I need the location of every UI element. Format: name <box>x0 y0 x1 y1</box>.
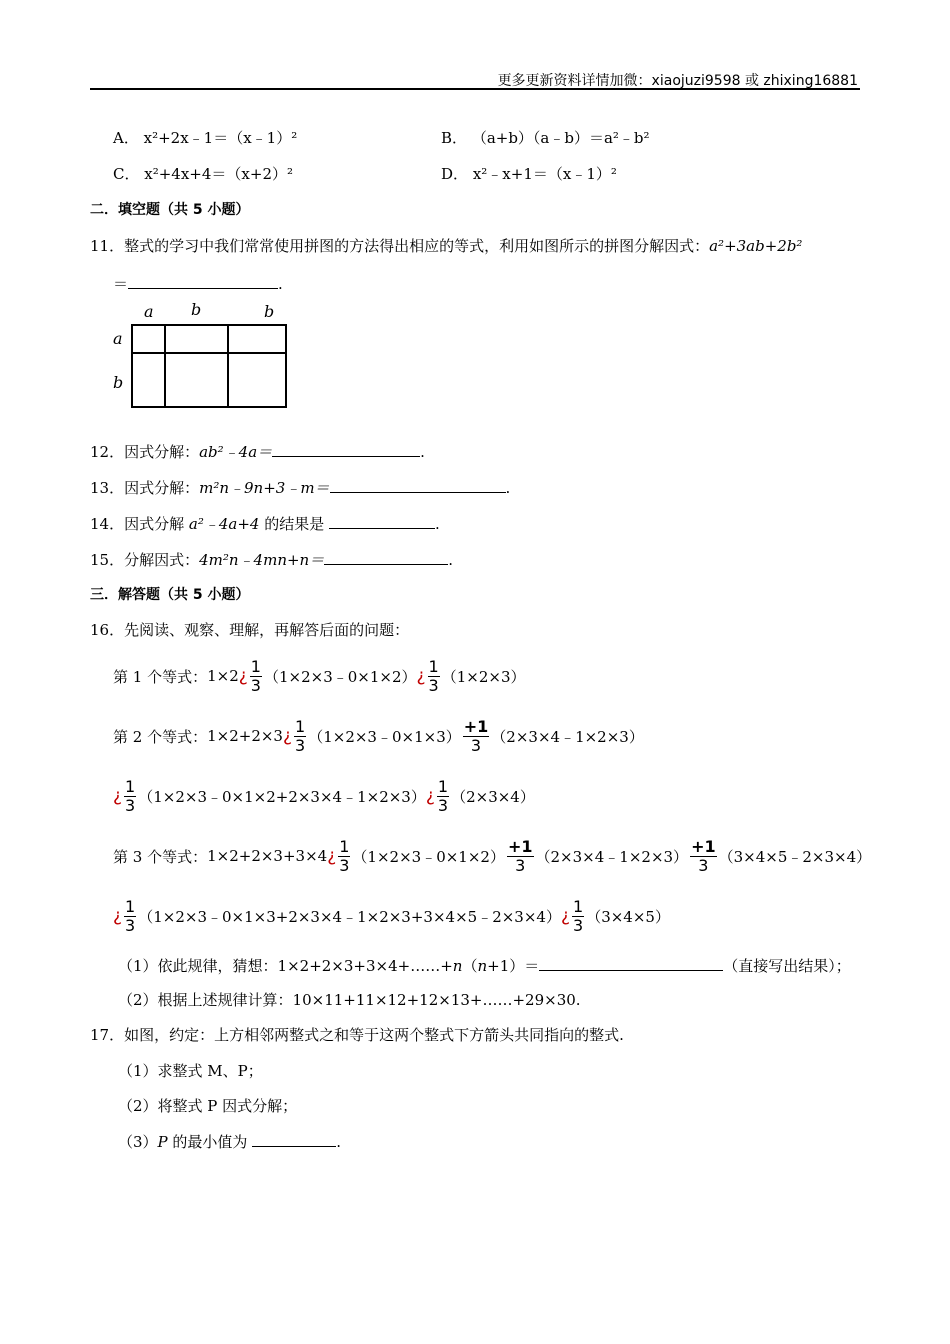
q14-answer-blank[interactable] <box>329 513 435 529</box>
q16-sub1-n: n <box>452 957 463 975</box>
figure-top-label-b1: b <box>191 300 202 319</box>
frac-plus-num: +1 <box>463 716 489 736</box>
q16-sub-question-2: （2）根据上述规律计算：10×11+11×12+12×13+……+29×30. <box>118 991 581 1009</box>
eq3-fraction-3 <box>690 838 717 875</box>
eq3-l2-fraction-1 <box>124 898 136 935</box>
frac-den: 3 <box>470 735 482 755</box>
q13-end: . <box>505 479 511 497</box>
frac-plus-num: +1 <box>691 836 716 856</box>
q16-intro: 先阅读、观察、理解，再解答后面的问题： <box>124 621 410 639</box>
frac-den: 3 <box>573 915 584 935</box>
frac-den: 3 <box>125 795 136 815</box>
q16-sub1-answer-blank[interactable] <box>539 955 723 971</box>
eq2-a: 1×2+2×3 <box>207 727 283 745</box>
q14-text: 因式分解 <box>124 515 189 533</box>
option-c <box>113 164 293 184</box>
eq3-l2-b: （3×4×5） <box>586 907 670 926</box>
option-c-label: C． <box>113 165 140 183</box>
eq1-fraction-1 <box>250 658 262 695</box>
eq2-label: 第 2 个等式： <box>113 727 208 746</box>
figure-top-label-b2: b <box>264 302 275 321</box>
frac-num: 1 <box>125 896 136 916</box>
q15-expr: 4m²n﹣4mn+n＝ <box>199 551 325 569</box>
eq2-l2-odd-glyph-1: ¿ <box>113 786 123 806</box>
eq3-l2-fraction-2 <box>572 898 584 935</box>
eq3-l2-a: （1×2×3﹣0×1×3+2×3×4﹣1×2×3+3×4×5﹣2×3×4） <box>138 907 561 926</box>
q14-expr: a²﹣4a+4 <box>188 515 260 533</box>
eq1-c: （1×2×3） <box>441 667 526 686</box>
figure-side-label-a: a <box>113 329 123 348</box>
q17-text: 如图，约定：上方相邻两整式之和等于这两个整式下方箭头共同指向的整式. <box>124 1026 624 1044</box>
eq2-odd-glyph-1: ¿ <box>282 726 293 746</box>
option-a <box>113 128 297 148</box>
frac-plus-num: +1 <box>507 836 533 856</box>
q16-sub1-a: （1）依此规律，猜想：1×2+2×3+3×4+……+ <box>118 957 453 975</box>
header-divider <box>90 88 860 90</box>
q13-expr: m²n﹣9n+3﹣m＝ <box>199 479 330 497</box>
eq3-odd-glyph-1: ¿ <box>327 846 337 866</box>
q14-text2: 的结果是 <box>259 515 329 533</box>
frac-num: 1 <box>295 716 306 736</box>
q15-text: 分解因式： <box>124 551 200 569</box>
grid-vline-2 <box>227 326 229 406</box>
question-16 <box>90 620 409 640</box>
frac-num: 1 <box>437 776 449 796</box>
option-a-expr: x²+2x﹣1＝（x﹣1）² <box>143 129 298 147</box>
option-b <box>441 128 650 148</box>
frac-den: 3 <box>437 795 449 815</box>
q11-expr: a²+3ab+2b² <box>709 237 803 255</box>
q15-number: 15． <box>90 551 125 569</box>
q17-sub-question-1: （1）求整式 M、P； <box>118 1062 263 1080</box>
q12-answer-blank[interactable] <box>272 441 420 457</box>
option-c-expr: x²+4x+4＝（x+2）² <box>144 165 294 183</box>
q12-expr: ab²﹣4a＝ <box>199 443 273 461</box>
q17-sub3-end: . <box>336 1133 341 1151</box>
q11-end: . <box>278 275 283 293</box>
frac-den: 3 <box>698 855 709 875</box>
q17-sub3-a: （3） <box>118 1133 158 1151</box>
eq2-l2-a: （1×2×3﹣0×1×2+2×3×4﹣1×2×3） <box>138 787 426 806</box>
option-a-label: A． <box>113 129 139 147</box>
q12-text: 因式分解： <box>124 443 200 461</box>
q15-answer-blank[interactable] <box>324 549 448 565</box>
eq1-label: 第 1 个等式： <box>113 667 208 686</box>
q17-sub3-p: P <box>157 1133 168 1151</box>
q17-number: 17． <box>90 1026 125 1044</box>
section-solve-title: 三．解答题（共 5 小题） <box>90 587 250 603</box>
question-17 <box>90 1025 624 1045</box>
q11-text: 整式的学习中我们常常使用拼图的方法得出相应的等式，利用如图所示的拼图分解因式： <box>124 237 710 255</box>
question-11 <box>90 236 802 256</box>
question-14 <box>90 513 440 534</box>
q16-equation-2 <box>113 714 644 758</box>
option-d-label: D． <box>441 165 469 183</box>
q16-sub1-n2: n <box>477 957 488 975</box>
eq2-b: （1×2×3﹣0×1×3） <box>308 727 461 746</box>
eq2-fraction-1 <box>294 718 306 755</box>
eq3-c: （2×3×4﹣1×2×3） <box>535 847 689 866</box>
q11-number: 11． <box>90 237 125 255</box>
q13-number: 13． <box>90 479 125 497</box>
option-b-expr: （a+b）（a﹣b）＝a²﹣b² <box>471 129 650 147</box>
option-d-expr: x²﹣x+1＝（x﹣1）² <box>472 165 617 183</box>
q16-equation-2-line-2 <box>113 774 535 818</box>
q13-answer-blank[interactable] <box>330 477 506 493</box>
frac-num: 1 <box>339 836 350 856</box>
option-d <box>441 164 617 184</box>
section-fill-in-title: 二．填空题（共 5 小题） <box>90 202 250 218</box>
eq2-c: （2×3×4﹣1×2×3） <box>491 727 644 746</box>
q16-sub1-c: +1）＝ <box>487 957 540 975</box>
eq2-l2-fraction-2 <box>437 778 449 815</box>
eq1-a: 1×2 <box>207 667 239 685</box>
header-contact: 更多更新资料详情加微：xiaojuzi9598 或 zhixing16881 <box>497 73 858 89</box>
q17-sub-question-3 <box>118 1131 341 1152</box>
q14-end: . <box>434 515 440 533</box>
frac-den: 3 <box>125 915 136 935</box>
q11-answer-blank[interactable] <box>128 273 278 289</box>
frac-num: 1 <box>125 776 136 796</box>
eq3-l2-odd-glyph-2: ¿ <box>560 906 570 926</box>
frac-num: 1 <box>250 656 261 676</box>
q16-sub-question-1 <box>118 955 851 976</box>
q13-text: 因式分解： <box>124 479 200 497</box>
q16-equation-1 <box>113 654 526 698</box>
eq3-d: （3×4×5﹣2×3×4） <box>718 847 872 866</box>
eq3-label: 第 3 个等式： <box>113 847 208 866</box>
q14-number: 14． <box>90 515 125 533</box>
q16-number: 16． <box>90 621 125 639</box>
q16-sub1-d: （直接写出结果）； <box>723 957 851 975</box>
q15-end: . <box>448 551 453 569</box>
figure-side-label-b: b <box>113 373 124 392</box>
eq3-fraction-1 <box>338 838 350 875</box>
question-13 <box>90 477 510 498</box>
eq3-fraction-2 <box>507 838 534 875</box>
grid-hline <box>133 352 285 354</box>
q16-equation-3-line-2 <box>113 894 670 938</box>
question-12 <box>90 441 425 462</box>
q16-equation-3 <box>113 834 871 878</box>
frac-den: 3 <box>250 675 261 695</box>
eq1-odd-glyph-1: ¿ <box>238 666 248 686</box>
figure-top-label-a: a <box>144 302 154 321</box>
q12-number: 12． <box>90 443 125 461</box>
frac-num: 1 <box>428 656 439 676</box>
eq3-a: 1×2+2×3+3×4 <box>207 847 328 865</box>
tiling-figure <box>131 324 287 408</box>
q16-sub1-b: （ <box>462 957 478 975</box>
q12-end: . <box>420 443 425 461</box>
q17-sub-question-2: （2）将整式 P 因式分解； <box>118 1097 298 1115</box>
frac-den: 3 <box>339 855 350 875</box>
q11-equals: ＝ <box>113 275 129 293</box>
frac-den: 3 <box>295 735 306 755</box>
q11-answer-line <box>113 273 283 294</box>
eq2-fraction-2 <box>463 718 490 755</box>
q17-sub3-b: 的最小值为 <box>167 1133 253 1151</box>
eq2-l2-b: （2×3×4） <box>451 787 535 806</box>
q17-sub3-answer-blank[interactable] <box>252 1131 336 1147</box>
question-15 <box>90 549 453 570</box>
eq1-b: （1×2×3﹣0×1×2） <box>263 667 417 686</box>
frac-num: 1 <box>573 896 584 916</box>
eq2-l2-fraction-1 <box>124 778 136 815</box>
grid-vline-1 <box>164 326 166 406</box>
frac-den: 3 <box>515 855 526 875</box>
eq1-odd-glyph-2: ¿ <box>416 666 426 686</box>
frac-den: 3 <box>428 675 439 695</box>
eq3-b: （1×2×3﹣0×1×2） <box>352 847 505 866</box>
eq3-l2-odd-glyph-1: ¿ <box>113 906 123 926</box>
eq1-fraction-2 <box>428 658 440 695</box>
option-b-label: B． <box>441 129 468 147</box>
eq2-l2-odd-glyph-2: ¿ <box>425 786 435 806</box>
